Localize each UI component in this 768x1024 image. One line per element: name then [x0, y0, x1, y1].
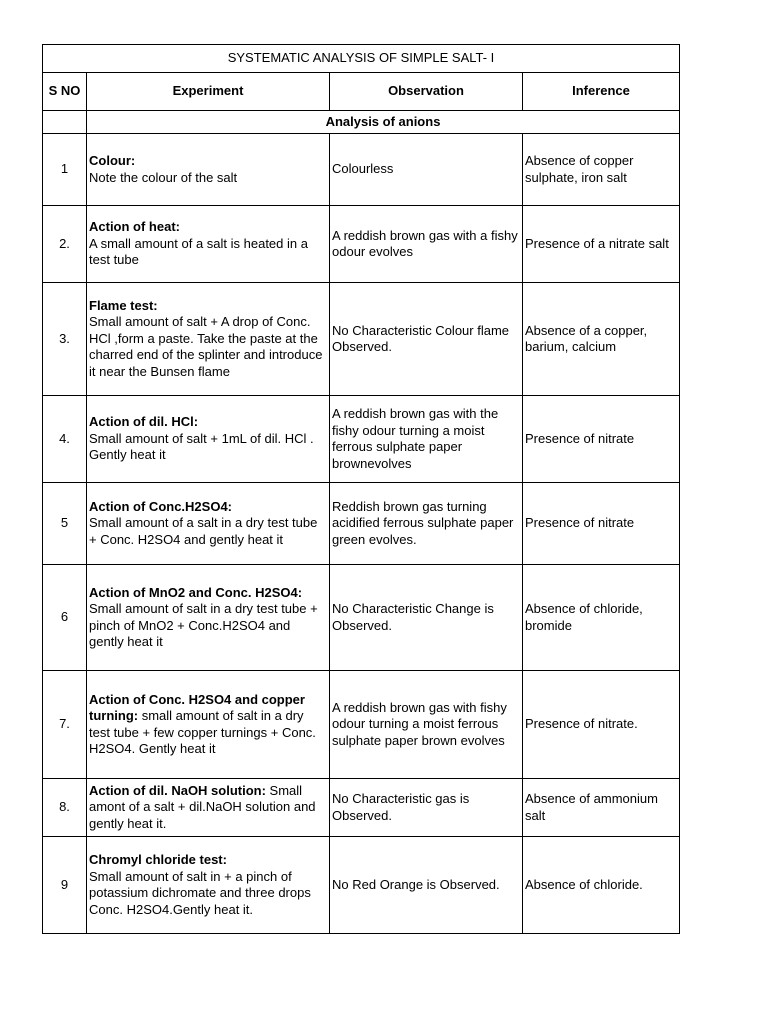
row-inference: Presence of nitrate — [523, 483, 680, 565]
experiment-title: Colour: — [89, 153, 136, 168]
row-inference: Absence of chloride, bromide — [523, 565, 680, 671]
experiment-title: Action of MnO2 and Conc. H2SO4: — [89, 584, 303, 600]
experiment-body: Small amont of a salt + dil.NaOH solution and gently heat it. — [89, 782, 316, 831]
row-inference: Presence of a nitrate salt — [523, 206, 680, 283]
title-row — [43, 45, 680, 73]
row-sno: 6 — [43, 565, 87, 671]
experiment-body: Small amount of salt in a dry test tube + pinch of MnO2 + Conc.H2SO4 and gently heat it — [89, 601, 318, 649]
experiment-title: Flame test: — [89, 297, 158, 313]
row-observation: No Red Orange is Observed. — [330, 837, 523, 934]
experiment-title: Action of Conc.H2SO4: — [89, 498, 233, 514]
row-experiment — [87, 283, 330, 396]
row-sno: 3. — [43, 283, 87, 396]
row-observation: A reddish brown gas with a fishy odour evolves — [330, 206, 523, 283]
table-row — [43, 134, 680, 206]
header-inference: Inference — [523, 73, 680, 111]
row-sno: 5 — [43, 483, 87, 565]
experiment-body: Small amount of salt in + a pinch of potassium dichromate and three drops Conc. H2SO4.Gently heat it. — [89, 868, 311, 917]
experiment-body: Small amount of a salt in a dry test tube + Conc. H2SO4 and gently heat it — [89, 515, 318, 547]
table-row — [43, 671, 680, 779]
row-inference: Absence of ammonium salt — [523, 779, 680, 837]
row-sno: 4. — [43, 396, 87, 483]
experiment-title: Action of dil. HCl: — [89, 414, 199, 430]
row-observation: No Characteristic Change is Observed. — [330, 565, 523, 671]
row-observation: No Characteristic Colour flame Observed. — [330, 283, 523, 396]
row-inference: Absence of chloride. — [523, 837, 680, 934]
header-observation: Observation — [330, 73, 523, 111]
row-inference: Presence of nitrate — [523, 396, 680, 483]
experiment-body: Note the colour of the salt — [89, 169, 238, 185]
row-observation: Reddish brown gas turning acidified ferrous sulphate paper green evolves. — [330, 483, 523, 565]
header-experiment: Experiment — [87, 73, 330, 111]
row-observation: A reddish brown gas with the fishy odour turning a moist ferrous sulphate paper brownevolves — [330, 396, 523, 483]
table-row — [43, 283, 680, 396]
row-experiment — [87, 134, 330, 206]
section-spacer — [43, 111, 87, 134]
experiment-title: Chromyl chloride test: — [89, 852, 227, 867]
row-experiment — [87, 396, 330, 483]
row-experiment — [87, 671, 330, 779]
header-row — [43, 73, 680, 111]
experiment-title: Action of heat: — [89, 219, 180, 235]
experiment-title: Action of Conc. H2SO4 and copper turning: — [89, 691, 305, 723]
experiment-body: small amount of salt in a dry test tube + few copper turnings + Conc. H2SO4. Gently heat it — [89, 708, 316, 756]
row-experiment — [87, 837, 330, 934]
table-row — [43, 396, 680, 483]
row-inference: Presence of nitrate. — [523, 671, 680, 779]
experiment-body: Small amount of salt + A drop of Conc. HCl ,form a paste. Take the paste at the charred end of the splinter and introduce it near the Bunsen flame — [89, 314, 323, 379]
table-row — [43, 206, 680, 283]
row-experiment — [87, 779, 330, 837]
table-row — [43, 565, 680, 671]
table-row — [43, 779, 680, 837]
row-sno: 9 — [43, 837, 87, 934]
salt-analysis-table — [42, 44, 680, 934]
row-sno: 1 — [43, 134, 87, 206]
table-row — [43, 837, 680, 934]
row-observation: No Characteristic gas is Observed. — [330, 779, 523, 837]
row-sno: 7. — [43, 671, 87, 779]
row-inference: Absence of a copper, barium, calcium — [523, 283, 680, 396]
row-experiment — [87, 206, 330, 283]
row-sno: 8. — [43, 779, 87, 837]
section-label: Analysis of anions — [87, 111, 680, 134]
row-observation: Colourless — [330, 134, 523, 206]
row-experiment — [87, 565, 330, 671]
experiment-body: Small amount of salt + 1mL of dil. HCl . Gently heat it — [89, 430, 314, 463]
experiment-body: A small amount of a salt is heated in a test tube — [89, 235, 308, 268]
experiment-title: Action of dil. NaOH solution: — [89, 782, 266, 798]
section-row — [43, 111, 680, 134]
table-title: SYSTEMATIC ANALYSIS OF SIMPLE SALT- I — [43, 45, 680, 73]
row-experiment — [87, 483, 330, 565]
row-sno: 2. — [43, 206, 87, 283]
row-inference: Absence of copper sulphate, iron salt — [523, 134, 680, 206]
row-observation: A reddish brown gas with fishy odour turning a moist ferrous sulphate paper brown evolves — [330, 671, 523, 779]
header-sno: S NO — [43, 73, 87, 111]
table-row — [43, 483, 680, 565]
